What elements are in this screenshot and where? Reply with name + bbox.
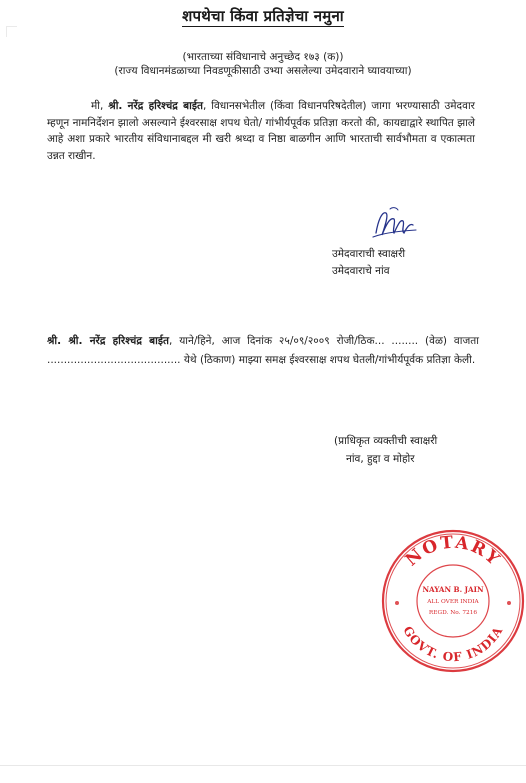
candidate-signature-label: उमेदवाराची स्वाक्षरी [332, 248, 406, 260]
oath-candidate-name: श्री. श्री. नरेंद्र हरिश्चंद्र बाईत [47, 335, 169, 347]
oath-line: , याने/हिने, आज दिनांक २५/०९/२००९ रोजी/ठिक... ........ (वेळ) वाजता ........................................ येथे (ठिकाण) माझ्या समक्ष ईश्वरसाक्ष शपथ घेतली/गांभीर्यपूर्वक प्रतिज्ञा केली. [47, 335, 479, 366]
candidate-name-bold: श्री. नरेंद्र हरिश्चंद्र बाईत [108, 100, 203, 112]
stamp-notary-name: NAYAN B. JAIN [422, 585, 484, 594]
stamp-bottom-text: GOVT. OF INDIA [400, 623, 506, 665]
para-part2: , विधानसभेतील (किंवा विधानपरिषदेतील) जागा भरण्यासाठी उमेदवार म्हणून नामनिर्देशन झालो असल्याने ईश्वरसाक्ष शपथ घेतो/ गांभीर्यपूर्वक प्रतिज्ञा करतो की, कायद्याद्वारे स्थापित झाले आहे अशा प्रकारे भारतीय संविधानाबद्दल मी खरी श्रध्दा व निष्ठा बाळगीन आणि भारताची सार्वभौमता व एकात्मता उन्नत राखीन. [47, 100, 475, 162]
oath-taken-statement [47, 332, 479, 369]
purpose-line: (राज्य विधानमंडळाच्या निवडणूकीसाठी उभ्या असलेल्या उमेदवाराने घ्यावयाच्या) [114, 65, 412, 77]
candidate-signature [370, 203, 418, 243]
authority-signature-label: (प्राधिकृत व्यक्तीची स्वाक्षरी [334, 435, 438, 447]
notary-stamp [380, 528, 526, 674]
para-part1: मी, [91, 100, 109, 112]
scan-corner-mark [6, 26, 17, 37]
authority-name-label: नांव, हुद्दा व मोहोर [346, 453, 415, 465]
stamp-regd-number: REGD. No. 7216 [428, 610, 478, 616]
article-reference: (भारताच्या संविधानाचे अनुच्छेद १७३ (क)) [182, 51, 344, 63]
document-title: शपथेचा किंवा प्रतिज्ञेचा नमुना [182, 7, 344, 25]
stamp-area: ALL OVER INDIA [427, 599, 479, 605]
oath-paragraph [47, 98, 475, 164]
candidate-name-label: उमेदवाराचे नांव [332, 265, 390, 277]
stamp-top-text: NOTARY [401, 532, 505, 571]
scan-edge-line [0, 765, 526, 766]
